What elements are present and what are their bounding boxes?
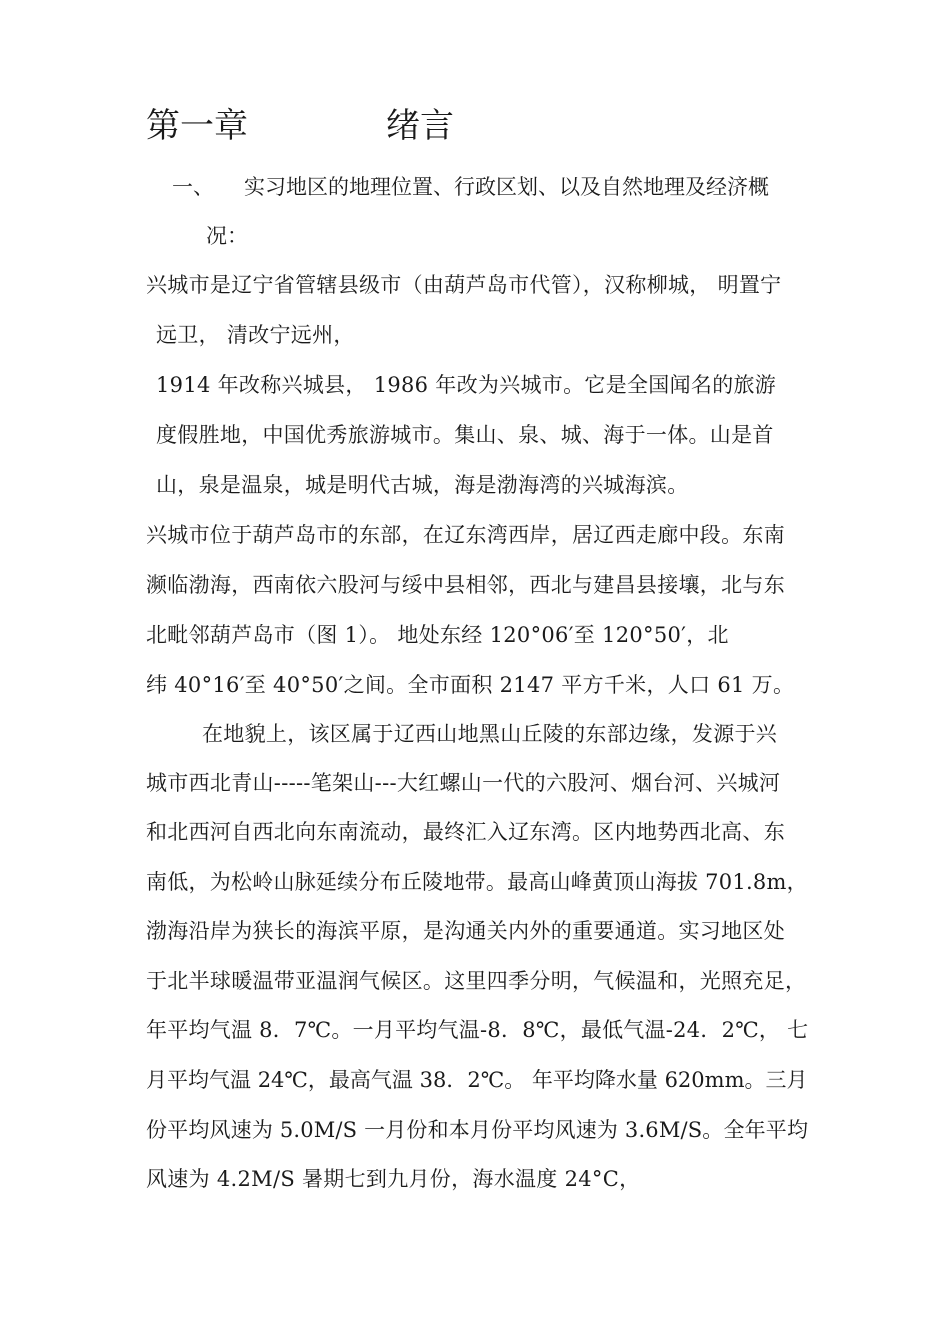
paragraph-line: 南低，为松岭山脉延续分布丘陵地带。最高山峰黄顶山海拔 701.8m， (146, 870, 808, 894)
paragraph-line: 北毗邻葫芦岛市（图 1）。 地处东经 120°06′至 120°50′，北 (146, 623, 729, 647)
section-title-line-1: 实习地区的地理位置、行政区划、以及自然地理及经济概 (244, 175, 769, 199)
paragraph-line: 纬 40°16′至 40°50′之间。全市面积 2147 平方千米，人口 61 万。 (146, 673, 795, 697)
paragraph-line: 份平均风速为 5.0M/S 一月份和本月份平均风速为 3.6M/S。全年平均 (146, 1118, 809, 1142)
paragraph-line: 度假胜地，中国优秀旅游城市。集山、泉、城、海于一体。山是首 (156, 423, 774, 447)
paragraph-line: 年平均气温 8．7℃。一月平均气温-8．8℃，最低气温-24．2℃， 七 (146, 1018, 809, 1042)
paragraph-line: 风速为 4.2M/S 暑期七到九月份，海水温度 24°C， (146, 1167, 641, 1191)
paragraph-line: 濒临渤海，西南依六股河与绥中县相邻，西北与建昌县接壤，北与东 (146, 573, 785, 597)
paragraph-line: 渤海沿岸为狭长的海滨平原，是沟通关内外的重要通道。实习地区处 (146, 919, 785, 943)
paragraph-line: 城市西北青山-----笔架山---大红螺山一代的六股河、烟台河、兴城河 (146, 771, 781, 795)
paragraph-line: 远卫， 清改宁远州， (156, 323, 355, 347)
paragraph-line: 月平均气温 24℃，最高气温 38．2℃。 年平均降水量 620mm。三月 (146, 1068, 808, 1092)
paragraph-line: 兴城市是辽宁省管辖县级市（由葫芦岛市代管），汉称柳城， 明置宁 (146, 273, 782, 297)
paragraph-line: 在地貌上，该区属于辽西山地黑山丘陵的东部边缘，发源于兴 (202, 722, 778, 746)
chapter-title: 绪言 (386, 106, 454, 146)
paragraph-line: 兴城市位于葫芦岛市的东部，在辽东湾西岸，居辽西走廊中段。东南 (146, 523, 785, 547)
paragraph-line: 山，泉是温泉，城是明代古城，海是渤海湾的兴城海滨。 (156, 473, 689, 497)
paragraph-line: 1914 年改称兴城县， 1986 年改为兴城市。它是全国闻名的旅游 (156, 373, 777, 397)
chapter-number: 第一章 (146, 106, 248, 146)
paragraph-line: 和北西河自西北向东南流动，最终汇入辽东湾。区内地势西北高、东 (146, 820, 785, 844)
section-marker: 一、 (172, 175, 214, 199)
paragraph-line: 于北半球暖温带亚温润气候区。这里四季分明，气候温和，光照充足， (146, 969, 807, 993)
section-title-line-2: 况： (206, 224, 248, 248)
